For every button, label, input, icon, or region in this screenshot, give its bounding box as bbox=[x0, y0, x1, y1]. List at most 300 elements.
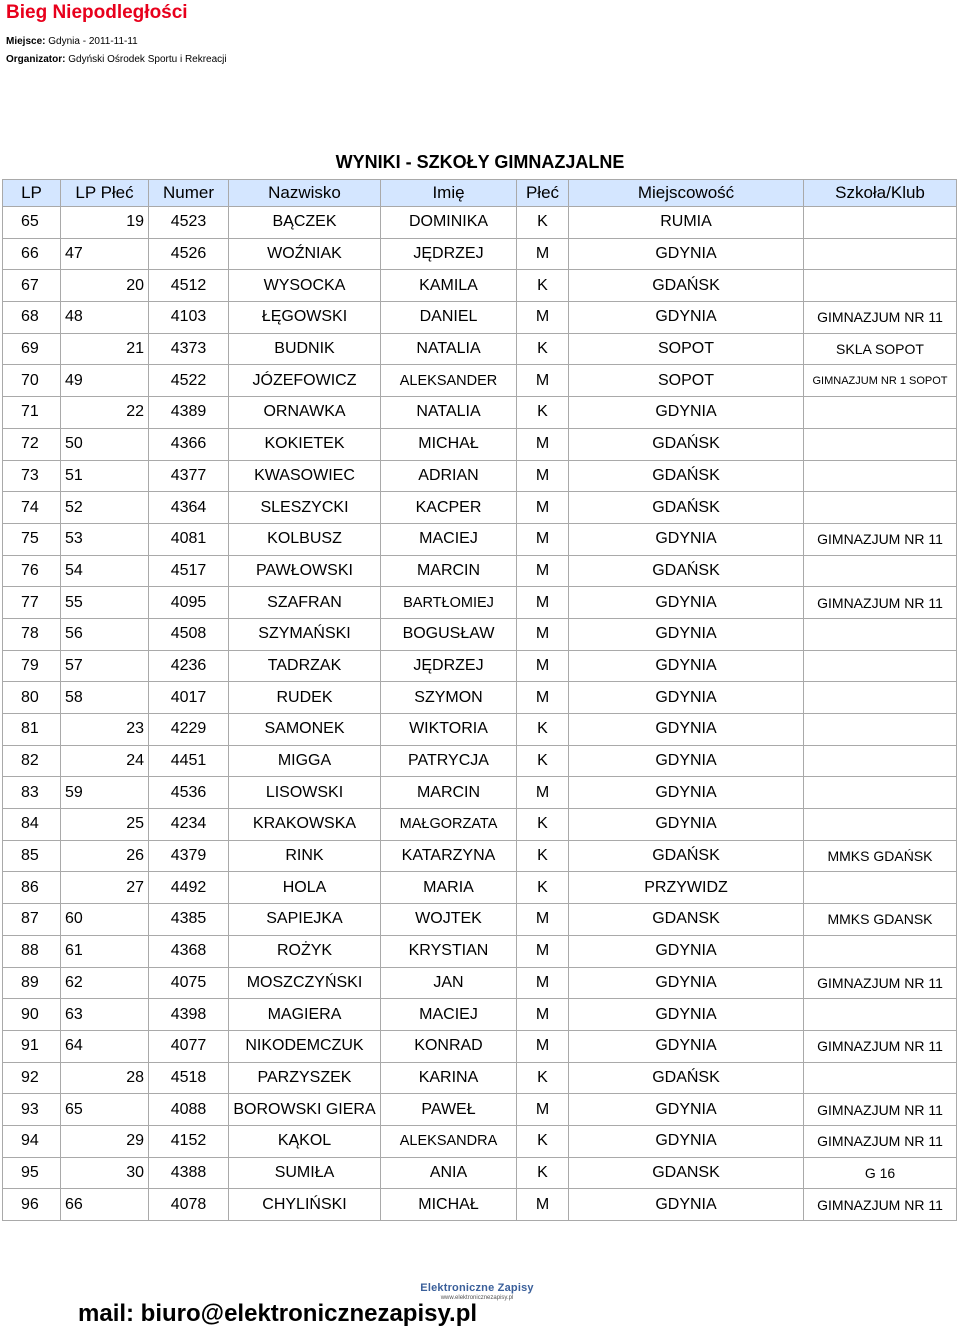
table-row bbox=[3, 682, 957, 714]
nazwisko-cell: SZAFRAN bbox=[229, 587, 381, 619]
lp-plec-cell: 21 bbox=[61, 333, 149, 365]
results-body bbox=[3, 207, 957, 1221]
szkola-klub-cell: GIMNAZJUM NR 11 bbox=[804, 523, 957, 555]
imie-cell: MICHAŁ bbox=[381, 1189, 517, 1221]
lp-cell: 92 bbox=[3, 1062, 61, 1094]
table-row bbox=[3, 777, 957, 809]
nazwisko-cell: TADRZAK bbox=[229, 650, 381, 682]
lp-cell: 75 bbox=[3, 523, 61, 555]
imie-cell: JĘDRZEJ bbox=[381, 238, 517, 270]
plec-cell: K bbox=[517, 270, 569, 302]
table-row bbox=[3, 745, 957, 777]
numer-cell: 4081 bbox=[149, 523, 229, 555]
lp-plec-cell: 29 bbox=[61, 1125, 149, 1157]
imie-cell: MARCIN bbox=[381, 777, 517, 809]
miejscowosc-cell: GDYNIA bbox=[569, 523, 804, 555]
szkola-klub-cell: MMKS GDANSK bbox=[804, 904, 957, 936]
miejscowosc-cell: GDYNIA bbox=[569, 809, 804, 841]
nazwisko-cell: WYSOCKA bbox=[229, 270, 381, 302]
imie-cell: KARINA bbox=[381, 1062, 517, 1094]
lp-plec-cell: 63 bbox=[61, 999, 149, 1031]
nazwisko-cell: SAMONEK bbox=[229, 714, 381, 746]
lp-cell: 82 bbox=[3, 745, 61, 777]
nazwisko-cell: BĄCZEK bbox=[229, 207, 381, 239]
table-row bbox=[3, 270, 957, 302]
plec-cell: M bbox=[517, 238, 569, 270]
plec-cell: K bbox=[517, 207, 569, 239]
event-title: Bieg Niepodległości bbox=[6, 2, 188, 23]
lp-plec-cell: 50 bbox=[61, 428, 149, 460]
lp-cell: 79 bbox=[3, 650, 61, 682]
footer-email: mail: biuro@elektronicznezapisy.pl bbox=[78, 1300, 478, 1327]
lp-plec-cell: 22 bbox=[61, 397, 149, 429]
numer-cell: 4103 bbox=[149, 302, 229, 334]
numer-cell: 4078 bbox=[149, 1189, 229, 1221]
table-row bbox=[3, 207, 957, 239]
event-organizer bbox=[6, 54, 227, 65]
place-label: Miejsce: bbox=[6, 36, 46, 47]
plec-cell: M bbox=[517, 967, 569, 999]
nazwisko-cell: LISOWSKI bbox=[229, 777, 381, 809]
miejscowosc-cell: GDAŃSK bbox=[569, 492, 804, 524]
imie-cell: MACIEJ bbox=[381, 523, 517, 555]
lp-plec-cell: 30 bbox=[61, 1157, 149, 1189]
numer-cell: 4492 bbox=[149, 872, 229, 904]
lp-cell: 67 bbox=[3, 270, 61, 302]
szkola-klub-cell bbox=[804, 460, 957, 492]
table-row bbox=[3, 1189, 957, 1221]
szkola-klub-cell bbox=[804, 745, 957, 777]
table-row bbox=[3, 302, 957, 334]
miejscowosc-cell: GDYNIA bbox=[569, 1189, 804, 1221]
lp-plec-cell: 66 bbox=[61, 1189, 149, 1221]
lp-plec-cell: 48 bbox=[61, 302, 149, 334]
plec-cell: M bbox=[517, 1030, 569, 1062]
plec-cell: K bbox=[517, 333, 569, 365]
lp-plec-cell: 24 bbox=[61, 745, 149, 777]
table-row bbox=[3, 872, 957, 904]
miejscowosc-cell: GDYNIA bbox=[569, 999, 804, 1031]
imie-cell: KRYSTIAN bbox=[381, 935, 517, 967]
logo-url: www.elektronicznezapisy.pl bbox=[440, 1295, 514, 1301]
col-header-miejscowosc: Miejscowość bbox=[569, 180, 804, 207]
table-row bbox=[3, 492, 957, 524]
imie-cell: KACPER bbox=[381, 492, 517, 524]
lp-cell: 66 bbox=[3, 238, 61, 270]
numer-cell: 4388 bbox=[149, 1157, 229, 1189]
table-row bbox=[3, 555, 957, 587]
plec-cell: M bbox=[517, 492, 569, 524]
nazwisko-cell: SUMIŁA bbox=[229, 1157, 381, 1189]
header-row bbox=[3, 180, 957, 207]
miejscowosc-cell: GDYNIA bbox=[569, 650, 804, 682]
miejscowosc-cell: GDAŃSK bbox=[569, 555, 804, 587]
numer-cell: 4234 bbox=[149, 809, 229, 841]
miejscowosc-cell: GDYNIA bbox=[569, 302, 804, 334]
plec-cell: K bbox=[517, 397, 569, 429]
place-value: Gdynia - 2011-11-11 bbox=[48, 36, 138, 47]
plec-cell: K bbox=[517, 714, 569, 746]
miejscowosc-cell: GDYNIA bbox=[569, 1125, 804, 1157]
lp-cell: 77 bbox=[3, 587, 61, 619]
numer-cell: 4088 bbox=[149, 1094, 229, 1126]
szkola-klub-cell bbox=[804, 238, 957, 270]
lp-plec-cell: 54 bbox=[61, 555, 149, 587]
lp-cell: 93 bbox=[3, 1094, 61, 1126]
lp-plec-cell: 53 bbox=[61, 523, 149, 555]
col-header-lp-plec: LP Płeć bbox=[61, 180, 149, 207]
szkola-klub-cell bbox=[804, 397, 957, 429]
lp-plec-cell: 25 bbox=[61, 809, 149, 841]
miejscowosc-cell: GDYNIA bbox=[569, 1094, 804, 1126]
plec-cell: M bbox=[517, 935, 569, 967]
szkola-klub-cell bbox=[804, 207, 957, 239]
szkola-klub-cell bbox=[804, 999, 957, 1031]
plec-cell: M bbox=[517, 523, 569, 555]
table-row bbox=[3, 333, 957, 365]
numer-cell: 4451 bbox=[149, 745, 229, 777]
imie-cell: NATALIA bbox=[381, 397, 517, 429]
plec-cell: M bbox=[517, 1094, 569, 1126]
szkola-klub-cell: GIMNAZJUM NR 11 bbox=[804, 302, 957, 334]
table-row bbox=[3, 618, 957, 650]
szkola-klub-cell bbox=[804, 777, 957, 809]
miejscowosc-cell: PRZYWIDZ bbox=[569, 872, 804, 904]
nazwisko-cell: KOKIETEK bbox=[229, 428, 381, 460]
nazwisko-cell: BOROWSKI GIERA bbox=[229, 1094, 381, 1126]
lp-cell: 96 bbox=[3, 1189, 61, 1221]
imie-cell: MAŁGORZATA bbox=[381, 809, 517, 841]
lp-cell: 69 bbox=[3, 333, 61, 365]
numer-cell: 4229 bbox=[149, 714, 229, 746]
numer-cell: 4526 bbox=[149, 238, 229, 270]
table-row bbox=[3, 1125, 957, 1157]
szkola-klub-cell bbox=[804, 809, 957, 841]
lp-cell: 65 bbox=[3, 207, 61, 239]
organizer-label: Organizator: bbox=[6, 54, 66, 65]
imie-cell: MICHAŁ bbox=[381, 428, 517, 460]
imie-cell: KATARZYNA bbox=[381, 840, 517, 872]
plec-cell: K bbox=[517, 1062, 569, 1094]
lp-plec-cell: 58 bbox=[61, 682, 149, 714]
table-row bbox=[3, 650, 957, 682]
miejscowosc-cell: GDYNIA bbox=[569, 238, 804, 270]
szkola-klub-cell bbox=[804, 555, 957, 587]
nazwisko-cell: KWASOWIEC bbox=[229, 460, 381, 492]
numer-cell: 4536 bbox=[149, 777, 229, 809]
plec-cell: M bbox=[517, 1189, 569, 1221]
lp-cell: 80 bbox=[3, 682, 61, 714]
lp-plec-cell: 26 bbox=[61, 840, 149, 872]
plec-cell: K bbox=[517, 809, 569, 841]
plec-cell: M bbox=[517, 302, 569, 334]
nazwisko-cell: ŁĘGOWSKI bbox=[229, 302, 381, 334]
miejscowosc-cell: GDANSK bbox=[569, 1157, 804, 1189]
miejscowosc-cell: GDAŃSK bbox=[569, 1062, 804, 1094]
plec-cell: M bbox=[517, 555, 569, 587]
miejscowosc-cell: GDYNIA bbox=[569, 745, 804, 777]
numer-cell: 4379 bbox=[149, 840, 229, 872]
nazwisko-cell: SAPIEJKA bbox=[229, 904, 381, 936]
nazwisko-cell: SZYMAŃSKI bbox=[229, 618, 381, 650]
plec-cell: K bbox=[517, 1125, 569, 1157]
lp-cell: 74 bbox=[3, 492, 61, 524]
table-row bbox=[3, 1094, 957, 1126]
lp-plec-cell: 27 bbox=[61, 872, 149, 904]
numer-cell: 4077 bbox=[149, 1030, 229, 1062]
table-row bbox=[3, 238, 957, 270]
table-row bbox=[3, 428, 957, 460]
nazwisko-cell: MIGGA bbox=[229, 745, 381, 777]
szkola-klub-cell bbox=[804, 428, 957, 460]
imie-cell: NATALIA bbox=[381, 333, 517, 365]
numer-cell: 4517 bbox=[149, 555, 229, 587]
lp-cell: 95 bbox=[3, 1157, 61, 1189]
miejscowosc-cell: GDYNIA bbox=[569, 682, 804, 714]
imie-cell: BARTŁOMIEJ bbox=[381, 587, 517, 619]
imie-cell: ADRIAN bbox=[381, 460, 517, 492]
lp-cell: 83 bbox=[3, 777, 61, 809]
table-row bbox=[3, 365, 957, 397]
szkola-klub-cell: SKLA SOPOT bbox=[804, 333, 957, 365]
plec-cell: M bbox=[517, 777, 569, 809]
miejscowosc-cell: GDYNIA bbox=[569, 714, 804, 746]
miejscowosc-cell: GDYNIA bbox=[569, 935, 804, 967]
szkola-klub-cell bbox=[804, 872, 957, 904]
miejscowosc-cell: GDAŃSK bbox=[569, 428, 804, 460]
lp-plec-cell: 19 bbox=[61, 207, 149, 239]
imie-cell: SZYMON bbox=[381, 682, 517, 714]
table-row bbox=[3, 1062, 957, 1094]
nazwisko-cell: NIKODEMCZUK bbox=[229, 1030, 381, 1062]
numer-cell: 4075 bbox=[149, 967, 229, 999]
table-row bbox=[3, 587, 957, 619]
numer-cell: 4236 bbox=[149, 650, 229, 682]
szkola-klub-cell bbox=[804, 935, 957, 967]
nazwisko-cell: KOLBUSZ bbox=[229, 523, 381, 555]
lp-cell: 72 bbox=[3, 428, 61, 460]
nazwisko-cell: KĄKOL bbox=[229, 1125, 381, 1157]
miejscowosc-cell: GDYNIA bbox=[569, 967, 804, 999]
lp-cell: 94 bbox=[3, 1125, 61, 1157]
col-header-lp: LP bbox=[3, 180, 61, 207]
imie-cell: PAWEŁ bbox=[381, 1094, 517, 1126]
szkola-klub-cell: GIMNAZJUM NR 1 SOPOT bbox=[804, 365, 957, 397]
table-row bbox=[3, 904, 957, 936]
szkola-klub-cell bbox=[804, 682, 957, 714]
imie-cell: ALEKSANDRA bbox=[381, 1125, 517, 1157]
nazwisko-cell: HOLA bbox=[229, 872, 381, 904]
table-row bbox=[3, 1157, 957, 1189]
lp-cell: 68 bbox=[3, 302, 61, 334]
miejscowosc-cell: GDYNIA bbox=[569, 777, 804, 809]
lp-plec-cell: 51 bbox=[61, 460, 149, 492]
logo-name: Elektroniczne Zapisy bbox=[420, 1282, 534, 1294]
imie-cell: ANIA bbox=[381, 1157, 517, 1189]
event-place bbox=[6, 36, 138, 47]
nazwisko-cell: CHYLIŃSKI bbox=[229, 1189, 381, 1221]
numer-cell: 4389 bbox=[149, 397, 229, 429]
col-header-numer: Numer bbox=[149, 180, 229, 207]
plec-cell: M bbox=[517, 999, 569, 1031]
organizer-value: Gdyński Ośrodek Sportu i Rekreacji bbox=[68, 54, 227, 65]
imie-cell: WIKTORIA bbox=[381, 714, 517, 746]
lp-plec-cell: 28 bbox=[61, 1062, 149, 1094]
lp-cell: 78 bbox=[3, 618, 61, 650]
numer-cell: 4512 bbox=[149, 270, 229, 302]
plec-cell: M bbox=[517, 618, 569, 650]
plec-cell: M bbox=[517, 460, 569, 492]
numer-cell: 4373 bbox=[149, 333, 229, 365]
nazwisko-cell: PARZYSZEK bbox=[229, 1062, 381, 1094]
lp-plec-cell: 64 bbox=[61, 1030, 149, 1062]
miejscowosc-cell: GDYNIA bbox=[569, 397, 804, 429]
miejscowosc-cell: RUMIA bbox=[569, 207, 804, 239]
lp-cell: 73 bbox=[3, 460, 61, 492]
table-row bbox=[3, 460, 957, 492]
lp-cell: 91 bbox=[3, 1030, 61, 1062]
miejscowosc-cell: SOPOT bbox=[569, 365, 804, 397]
imie-cell: JAN bbox=[381, 967, 517, 999]
plec-cell: K bbox=[517, 745, 569, 777]
numer-cell: 4368 bbox=[149, 935, 229, 967]
lp-plec-cell: 59 bbox=[61, 777, 149, 809]
imie-cell: JĘDRZEJ bbox=[381, 650, 517, 682]
plec-cell: K bbox=[517, 872, 569, 904]
lp-cell: 89 bbox=[3, 967, 61, 999]
szkola-klub-cell bbox=[804, 1062, 957, 1094]
szkola-klub-cell: GIMNAZJUM NR 11 bbox=[804, 967, 957, 999]
miejscowosc-cell: SOPOT bbox=[569, 333, 804, 365]
szkola-klub-cell bbox=[804, 270, 957, 302]
lp-plec-cell: 23 bbox=[61, 714, 149, 746]
imie-cell: DOMINIKA bbox=[381, 207, 517, 239]
imie-cell: PATRYCJA bbox=[381, 745, 517, 777]
imie-cell: ALEKSANDER bbox=[381, 365, 517, 397]
col-header-plec: Płeć bbox=[517, 180, 569, 207]
miejscowosc-cell: GDAŃSK bbox=[569, 840, 804, 872]
numer-cell: 4377 bbox=[149, 460, 229, 492]
miejscowosc-cell: GDAŃSK bbox=[569, 270, 804, 302]
table-row bbox=[3, 1030, 957, 1062]
szkola-klub-cell: GIMNAZJUM NR 11 bbox=[804, 1189, 957, 1221]
table-row bbox=[3, 397, 957, 429]
table-row bbox=[3, 714, 957, 746]
table-row bbox=[3, 935, 957, 967]
plec-cell: K bbox=[517, 840, 569, 872]
imie-cell: MARIA bbox=[381, 872, 517, 904]
lp-cell: 84 bbox=[3, 809, 61, 841]
imie-cell: WOJTEK bbox=[381, 904, 517, 936]
results-table bbox=[2, 179, 957, 1221]
numer-cell: 4522 bbox=[149, 365, 229, 397]
col-header-imie: Imię bbox=[381, 180, 517, 207]
lp-cell: 76 bbox=[3, 555, 61, 587]
numer-cell: 4095 bbox=[149, 587, 229, 619]
plec-cell: K bbox=[517, 1157, 569, 1189]
imie-cell: DANIEL bbox=[381, 302, 517, 334]
plec-cell: M bbox=[517, 904, 569, 936]
numer-cell: 4152 bbox=[149, 1125, 229, 1157]
lp-plec-cell: 60 bbox=[61, 904, 149, 936]
szkola-klub-cell bbox=[804, 492, 957, 524]
miejscowosc-cell: GDANSK bbox=[569, 904, 804, 936]
numer-cell: 4523 bbox=[149, 207, 229, 239]
szkola-klub-cell: GIMNAZJUM NR 11 bbox=[804, 1125, 957, 1157]
miejscowosc-cell: GDYNIA bbox=[569, 1030, 804, 1062]
section-title: WYNIKI - SZKOŁY GIMNAZJALNE bbox=[335, 152, 625, 172]
lp-cell: 87 bbox=[3, 904, 61, 936]
nazwisko-cell: WOŹNIAK bbox=[229, 238, 381, 270]
nazwisko-cell: SLESZYCKI bbox=[229, 492, 381, 524]
nazwisko-cell: MAGIERA bbox=[229, 999, 381, 1031]
miejscowosc-cell: GDYNIA bbox=[569, 618, 804, 650]
nazwisko-cell: RUDEK bbox=[229, 682, 381, 714]
lp-plec-cell: 52 bbox=[61, 492, 149, 524]
lp-plec-cell: 65 bbox=[61, 1094, 149, 1126]
szkola-klub-cell bbox=[804, 650, 957, 682]
szkola-klub-cell: G 16 bbox=[804, 1157, 957, 1189]
szkola-klub-cell bbox=[804, 618, 957, 650]
nazwisko-cell: MOSZCZYŃSKI bbox=[229, 967, 381, 999]
szkola-klub-cell: GIMNAZJUM NR 11 bbox=[804, 1030, 957, 1062]
col-header-nazwisko: Nazwisko bbox=[229, 180, 381, 207]
nazwisko-cell: JÓZEFOWICZ bbox=[229, 365, 381, 397]
lp-plec-cell: 49 bbox=[61, 365, 149, 397]
numer-cell: 4017 bbox=[149, 682, 229, 714]
imie-cell: MACIEJ bbox=[381, 999, 517, 1031]
nazwisko-cell: BUDNIK bbox=[229, 333, 381, 365]
lp-plec-cell: 62 bbox=[61, 967, 149, 999]
numer-cell: 4398 bbox=[149, 999, 229, 1031]
plec-cell: M bbox=[517, 587, 569, 619]
imie-cell: KONRAD bbox=[381, 1030, 517, 1062]
lp-cell: 86 bbox=[3, 872, 61, 904]
plec-cell: M bbox=[517, 365, 569, 397]
lp-cell: 70 bbox=[3, 365, 61, 397]
nazwisko-cell: ORNAWKA bbox=[229, 397, 381, 429]
lp-cell: 85 bbox=[3, 840, 61, 872]
table-row bbox=[3, 840, 957, 872]
numer-cell: 4366 bbox=[149, 428, 229, 460]
lp-plec-cell: 56 bbox=[61, 618, 149, 650]
lp-plec-cell: 55 bbox=[61, 587, 149, 619]
lp-plec-cell: 61 bbox=[61, 935, 149, 967]
szkola-klub-cell bbox=[804, 714, 957, 746]
numer-cell: 4518 bbox=[149, 1062, 229, 1094]
szkola-klub-cell: MMKS GDAŃSK bbox=[804, 840, 957, 872]
table-row bbox=[3, 809, 957, 841]
szkola-klub-cell: GIMNAZJUM NR 11 bbox=[804, 1094, 957, 1126]
nazwisko-cell: KRAKOWSKA bbox=[229, 809, 381, 841]
nazwisko-cell: PAWŁOWSKI bbox=[229, 555, 381, 587]
miejscowosc-cell: GDYNIA bbox=[569, 587, 804, 619]
plec-cell: M bbox=[517, 682, 569, 714]
lp-cell: 71 bbox=[3, 397, 61, 429]
lp-plec-cell: 47 bbox=[61, 238, 149, 270]
lp-plec-cell: 57 bbox=[61, 650, 149, 682]
lp-cell: 81 bbox=[3, 714, 61, 746]
lp-plec-cell: 20 bbox=[61, 270, 149, 302]
table-row bbox=[3, 523, 957, 555]
nazwisko-cell: RINK bbox=[229, 840, 381, 872]
lp-cell: 90 bbox=[3, 999, 61, 1031]
imie-cell: MARCIN bbox=[381, 555, 517, 587]
miejscowosc-cell: GDAŃSK bbox=[569, 460, 804, 492]
col-header-szkola-klub: Szkoła/Klub bbox=[804, 180, 957, 207]
imie-cell: KAMILA bbox=[381, 270, 517, 302]
plec-cell: M bbox=[517, 650, 569, 682]
